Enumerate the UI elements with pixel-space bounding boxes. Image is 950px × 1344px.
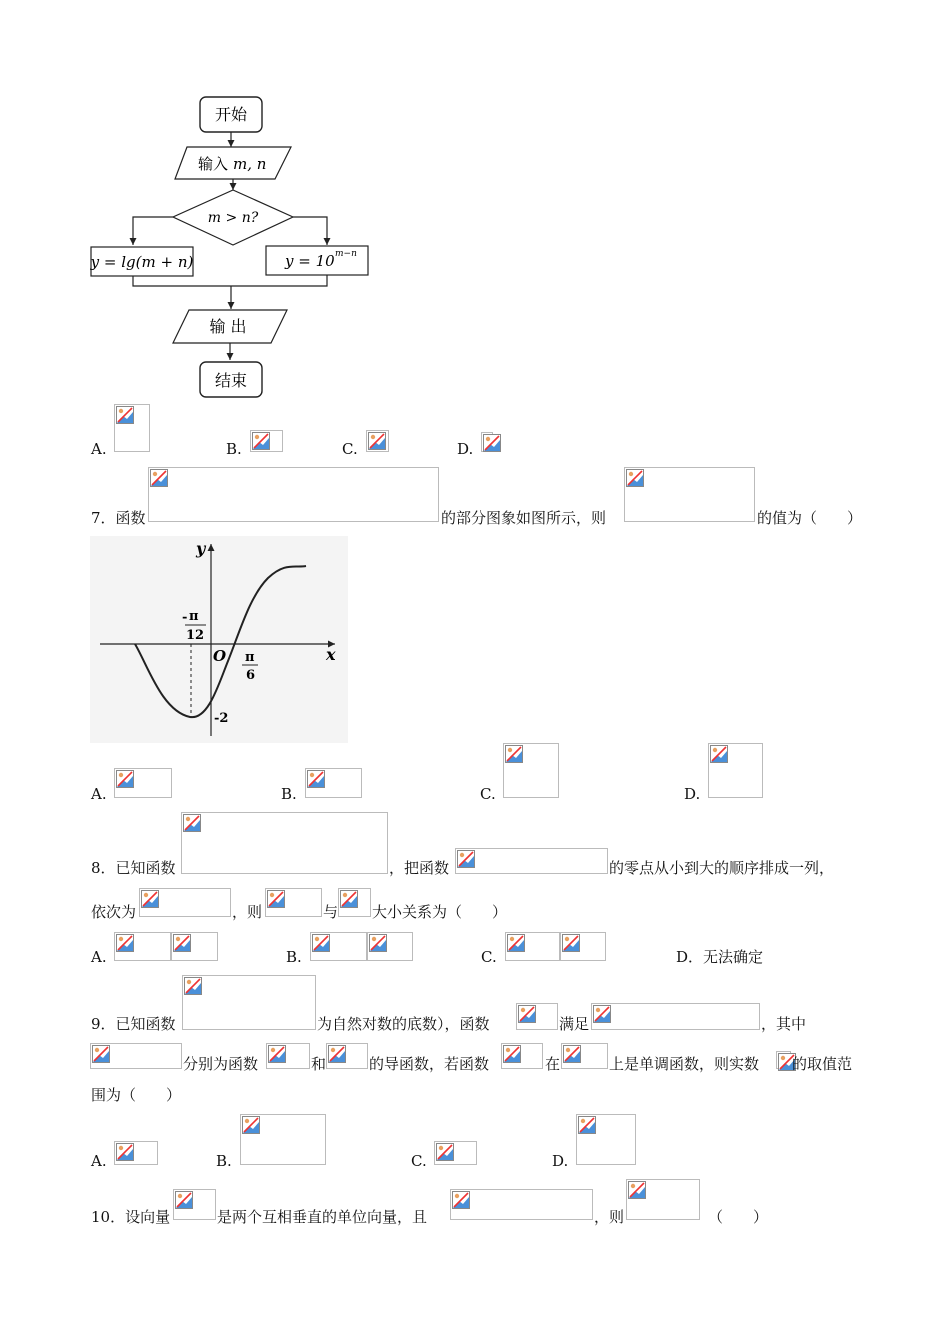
broken-image-icon xyxy=(626,469,644,487)
image-placeholder xyxy=(265,888,322,917)
q6-option-d-label: D. xyxy=(457,440,474,458)
broken-image-icon xyxy=(328,1045,346,1063)
broken-image-icon xyxy=(173,934,191,952)
q7-option-c-label: C. xyxy=(480,785,496,803)
q8-option-b-label: B. xyxy=(286,948,302,966)
image-placeholder xyxy=(240,1114,326,1165)
q10-d: （ ） xyxy=(708,1208,769,1226)
image-placeholder xyxy=(503,743,559,798)
image-placeholder xyxy=(114,404,150,452)
q9-line1-a: 9．已知函数 xyxy=(91,1015,176,1033)
image-placeholder xyxy=(266,1043,310,1069)
q9-option-b-label: B. xyxy=(216,1152,232,1170)
y-axis-label: y xyxy=(196,539,206,558)
image-placeholder xyxy=(148,467,439,522)
image-placeholder xyxy=(624,467,755,522)
broken-image-icon xyxy=(252,432,270,450)
neg-pi-label: π xyxy=(189,609,199,624)
flow-end-text: 结束 xyxy=(214,371,248,390)
broken-image-icon xyxy=(92,1045,110,1063)
q6-option-b-label: B. xyxy=(226,440,242,458)
broken-image-icon xyxy=(628,1181,646,1199)
broken-image-icon xyxy=(452,1191,470,1209)
q7-stem-mid: 的部分图象如图所示，则 xyxy=(441,509,607,527)
q8-option-c-label: C. xyxy=(481,948,497,966)
q9-line2-e: 上是单调函数，则实数 xyxy=(609,1055,760,1073)
q9-option-a-label: A. xyxy=(91,1152,107,1170)
broken-image-icon xyxy=(267,890,285,908)
q6-option-a-label: A. xyxy=(91,440,107,458)
q9-line1-d: ，其中 xyxy=(761,1015,807,1033)
image-placeholder xyxy=(505,932,560,961)
q8-line2-a: 依次为 xyxy=(91,903,137,921)
image-placeholder xyxy=(250,430,283,452)
image-placeholder xyxy=(310,932,367,961)
image-placeholder xyxy=(305,768,362,798)
broken-image-icon xyxy=(242,1116,260,1134)
q9-line3: 围为（ ） xyxy=(91,1086,182,1104)
image-placeholder xyxy=(481,432,493,452)
flow-left-text: y = lg(m + n) xyxy=(90,253,194,271)
q8-line2-d: 大小关系为（ ） xyxy=(372,903,508,921)
image-placeholder xyxy=(338,888,371,917)
q6-option-c-label: C. xyxy=(342,440,358,458)
q8-option-d: D．无法确定 xyxy=(676,948,764,966)
broken-image-icon xyxy=(593,1005,611,1023)
origin-label: O xyxy=(213,647,227,665)
broken-image-icon xyxy=(503,1045,521,1063)
image-placeholder xyxy=(626,1179,700,1220)
broken-image-icon xyxy=(340,890,358,908)
image-placeholder xyxy=(366,430,389,452)
broken-image-icon xyxy=(562,934,580,952)
sine-graph xyxy=(90,536,348,743)
broken-image-icon xyxy=(518,1005,536,1023)
image-placeholder xyxy=(114,1141,158,1165)
q8-line2-c: 与 xyxy=(323,903,339,921)
image-placeholder xyxy=(434,1141,477,1165)
broken-image-icon xyxy=(436,1143,454,1161)
image-placeholder xyxy=(326,1043,368,1069)
q9-line2-a: 分别为函数 xyxy=(183,1055,259,1073)
broken-image-icon xyxy=(116,770,134,788)
q9-line2-b: 和 xyxy=(311,1055,327,1073)
broken-image-icon xyxy=(141,890,159,908)
image-placeholder xyxy=(182,975,316,1030)
image-placeholder xyxy=(591,1003,760,1030)
svg-text:-: - xyxy=(182,610,188,625)
flow-input-text: 输入 xyxy=(198,155,229,173)
q10-c: ，则 xyxy=(594,1208,625,1226)
min-value-label: -2 xyxy=(214,711,229,726)
pos-pi-label: π xyxy=(245,650,255,665)
image-placeholder xyxy=(516,1003,558,1030)
q9-line1-b: 为自然对数的底数），函数 xyxy=(317,1015,490,1033)
q10-b: 是两个互相垂直的单位向量，且 xyxy=(217,1208,428,1226)
flowchart xyxy=(85,90,385,405)
broken-image-icon xyxy=(183,814,201,832)
flow-input-vars: m, n xyxy=(233,155,267,173)
image-placeholder xyxy=(173,1189,216,1220)
broken-image-icon xyxy=(150,469,168,487)
broken-image-icon xyxy=(563,1045,581,1063)
broken-image-icon xyxy=(307,770,325,788)
broken-image-icon xyxy=(507,934,525,952)
flow-condition-text: m > n? xyxy=(207,210,259,226)
broken-image-icon xyxy=(312,934,330,952)
q8-line1-b: ，把函数 xyxy=(389,859,450,877)
flow-right-text: y = 10 xyxy=(285,252,335,270)
broken-image-icon xyxy=(369,934,387,952)
image-placeholder xyxy=(171,932,218,961)
q9-line1-c: 满足 xyxy=(559,1015,590,1033)
q8-option-a-label: A. xyxy=(91,948,107,966)
q8-line2-b: ，则 xyxy=(232,903,263,921)
q9-option-c-label: C. xyxy=(411,1152,427,1170)
broken-image-icon xyxy=(116,934,134,952)
image-placeholder xyxy=(90,1043,182,1069)
q9-line2-d: 在 xyxy=(545,1055,561,1073)
image-placeholder xyxy=(114,932,171,961)
broken-image-icon xyxy=(710,745,728,763)
image-placeholder xyxy=(367,932,413,961)
q9-line2-f: 的取值范 xyxy=(792,1055,853,1073)
sine-curve xyxy=(135,566,306,717)
broken-image-icon xyxy=(578,1116,596,1134)
broken-image-icon xyxy=(268,1045,286,1063)
pos-den-label: 6 xyxy=(246,668,256,683)
image-placeholder xyxy=(450,1189,593,1220)
q8-line1-a: 8．已知函数 xyxy=(91,859,176,877)
broken-image-icon xyxy=(505,745,523,763)
image-placeholder xyxy=(708,743,763,798)
neg-den-label: 12 xyxy=(186,628,205,643)
broken-image-icon xyxy=(184,977,202,995)
q7-stem-tail: 的值为（ ） xyxy=(757,509,863,527)
image-placeholder xyxy=(455,848,608,874)
q9-option-d-label: D. xyxy=(552,1152,569,1170)
broken-image-icon xyxy=(116,406,134,424)
image-placeholder xyxy=(501,1043,543,1069)
q9-line2-c: 的导函数，若函数 xyxy=(369,1055,490,1073)
image-placeholder xyxy=(139,888,231,917)
q10-a: 10．设向量 xyxy=(91,1208,171,1226)
q7-option-a-label: A. xyxy=(91,785,107,803)
x-axis-label: x xyxy=(326,645,336,664)
broken-image-icon xyxy=(116,1143,134,1161)
broken-image-icon xyxy=(175,1191,193,1209)
broken-image-icon xyxy=(483,434,501,452)
flow-output-text: 输 出 xyxy=(209,317,247,336)
q7-stem-start: 7．函数 xyxy=(91,509,146,527)
image-placeholder xyxy=(561,1043,608,1069)
broken-image-icon xyxy=(457,850,475,868)
q7-option-d-label: D. xyxy=(684,785,701,803)
image-placeholder xyxy=(576,1114,636,1165)
image-placeholder xyxy=(181,812,388,874)
flow-right-exp: m−n xyxy=(335,249,357,259)
flow-start-text: 开始 xyxy=(214,105,248,124)
broken-image-icon xyxy=(368,432,386,450)
q8-line1-c: 的零点从小到大的顺序排成一列， xyxy=(609,859,835,877)
image-placeholder xyxy=(776,1051,791,1069)
q7-option-b-label: B. xyxy=(281,785,297,803)
image-placeholder xyxy=(560,932,606,961)
image-placeholder xyxy=(114,768,172,798)
